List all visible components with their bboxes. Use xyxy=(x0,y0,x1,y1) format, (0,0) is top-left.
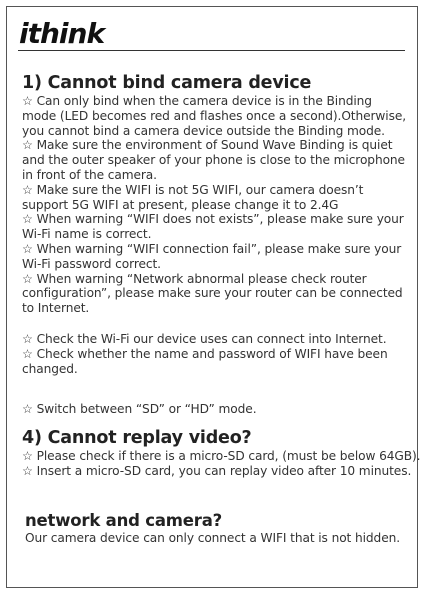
section3-line: ☆ Switch between “SD” or “HD” mode. xyxy=(22,402,257,416)
section1-line: to Internet. xyxy=(22,301,90,316)
section3-body xyxy=(22,402,414,417)
section1-line: ☆ When warning “WIFI does not exists”, please make sure your xyxy=(22,212,404,227)
section2-line: ☆ Check the Wi-Fi our device uses can connect into Internet. xyxy=(22,332,387,346)
section1-line: support 5G WIFI at present, please change it to 2.4G xyxy=(22,197,339,212)
section1-line: Wi-Fi password correct. xyxy=(22,256,161,271)
section2-line: ☆ Check whether the name and password of WIFI have been xyxy=(22,346,388,361)
section1-line: in front of the camera. xyxy=(22,167,157,182)
brand-logo: ithink xyxy=(19,17,105,50)
section5-body xyxy=(25,531,417,546)
section1-line: ☆ Can only bind when the camera device is in the Binding xyxy=(22,94,372,108)
section4-line: ☆ Please check if there is a micro-SD card, (must be below 64GB). xyxy=(22,449,421,463)
section5-heading: network and camera? xyxy=(25,511,223,530)
section2-body xyxy=(22,332,414,376)
section5-line: Our camera device can only connect a WIFI that is not hidden. xyxy=(25,531,400,545)
section1-line: and the outer speaker of your phone is close to the microphone xyxy=(22,153,405,168)
section1-heading: 1) Cannot bind camera device xyxy=(22,73,312,93)
section4-line: ☆ Insert a micro-SD card, you can replay video after 10 minutes. xyxy=(22,463,412,478)
section1-line: ☆ Make sure the WIFI is not 5G WIFI, our camera doesn’t xyxy=(22,182,364,197)
section1-line: ☆ When warning “Network abnormal please check router xyxy=(22,271,367,286)
section1-body xyxy=(22,94,414,316)
section1-line: mode (LED becomes red and flashes once a second).Otherwise, xyxy=(22,108,406,123)
section1-line: ☆ Make sure the environment of Sound Wave Binding is quiet xyxy=(22,138,393,153)
section4-body xyxy=(22,449,421,479)
section1-line: Wi-Fi name is correct. xyxy=(22,227,152,242)
section1-line: ☆ When warning “WIFI connection fail”, please make sure your xyxy=(22,241,402,256)
header-divider xyxy=(18,50,405,51)
section4-heading: 4) Cannot replay video? xyxy=(22,428,252,448)
section1-line: you cannot bind a camera device outside the Binding mode. xyxy=(22,123,385,138)
section1-line: configuration”, please make sure your router can be connected xyxy=(22,286,403,301)
section2-line: changed. xyxy=(22,361,78,376)
